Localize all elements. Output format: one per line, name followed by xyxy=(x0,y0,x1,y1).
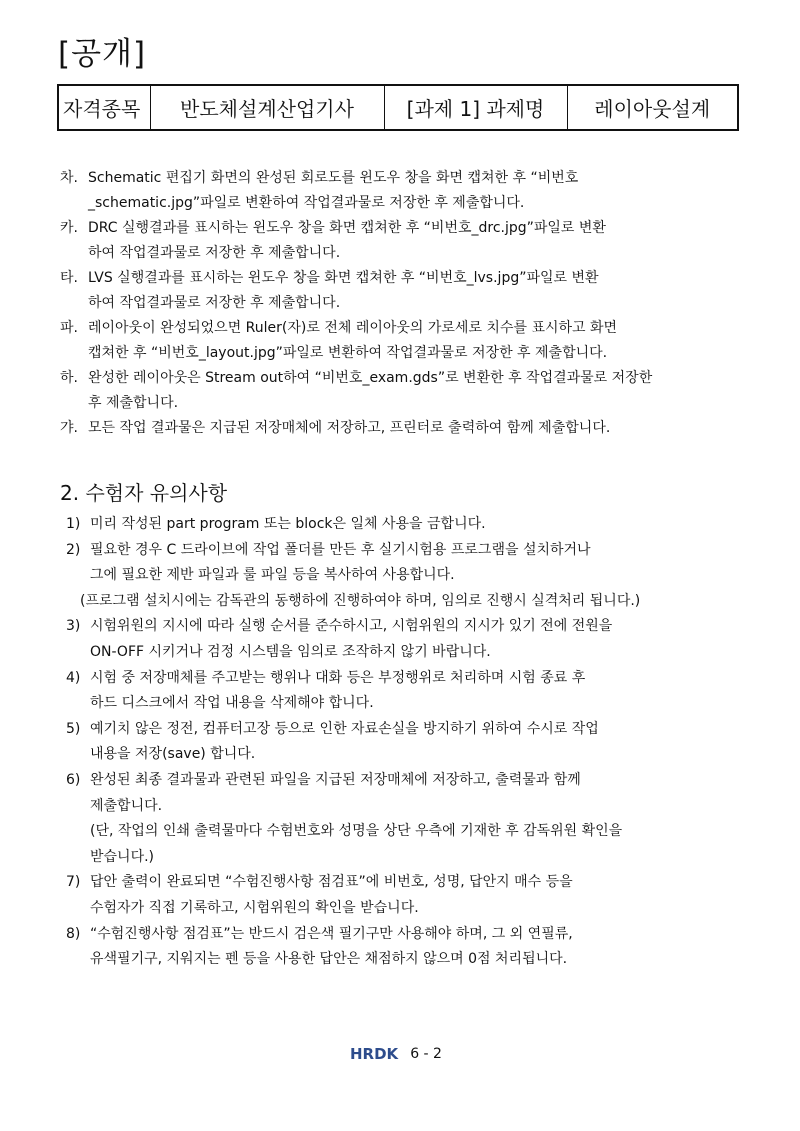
note-item xyxy=(66,614,756,665)
info-value-task: 레이아웃설계 xyxy=(567,85,738,130)
note-text: 하드 디스크에서 작업 내용을 삭제해야 합니다. xyxy=(90,695,374,712)
list-item xyxy=(60,166,750,216)
list-item xyxy=(60,266,750,316)
note-item xyxy=(66,666,756,717)
note-text: 내용을 저장(save) 합니다. xyxy=(90,746,256,763)
note-text: 받습니다.) xyxy=(90,848,155,865)
list-item-label: 갸. xyxy=(60,420,78,436)
list-item xyxy=(60,366,750,416)
note-item xyxy=(66,717,756,768)
note-item xyxy=(66,768,756,870)
note-text: (단, 작업의 인쇄 출력물마다 수험번호와 성명을 상단 우측에 기재한 후 감독위원 확인을 xyxy=(90,823,623,840)
info-row xyxy=(58,85,738,130)
note-number: 8) xyxy=(66,925,81,942)
page-number: 6 - 2 xyxy=(410,1046,442,1062)
instruction-list xyxy=(60,166,750,441)
note-text: 예기치 않은 정전, 컴퓨터고장 등으로 인한 자료손실을 방지하기 위하여 수시로 작업 xyxy=(90,720,599,737)
note-text: “수험진행사항 점검표”는 반드시 검은색 필기구만 사용해야 하며, 그 외 연필류, xyxy=(90,925,573,942)
note-number: 5) xyxy=(66,720,81,737)
note-number: 6) xyxy=(66,771,81,788)
list-item-text: 캡쳐한 후 “비번호_layout.jpg”파일로 변환하여 작업결과물로 저장한 후 제출합니다. xyxy=(88,345,608,361)
note-text: 그에 필요한 제반 파일과 룰 파일 등을 복사하여 사용합니다. xyxy=(90,567,455,584)
list-item-text: Schematic 편집기 화면의 완성된 회로도를 윈도우 창을 화면 캡쳐한 후 “비번호 xyxy=(88,170,579,186)
note-number: 3) xyxy=(66,618,81,635)
list-item-text: 모든 작업 결과물은 지급된 저장매체에 저장하고, 프린터로 출력하여 함께 제출합니다. xyxy=(88,420,611,436)
list-item-text: 레이아웃이 완성되었으면 Ruler(자)로 전체 레이아웃의 가로세로 치수를 표시하고 화면 xyxy=(88,320,618,336)
note-number: 4) xyxy=(66,669,81,686)
list-item-label: 타. xyxy=(60,270,78,286)
note-text: 수험자가 직접 기록하고, 시험위원의 확인을 받습니다. xyxy=(90,899,419,916)
note-number: 2) xyxy=(66,541,81,558)
list-item-text: LVS 실행결과를 표시하는 윈도우 창을 화면 캡쳐한 후 “비번호_lvs.jpg”파일로 변환 xyxy=(88,270,599,286)
info-table xyxy=(57,84,739,131)
list-item-text: _schematic.jpg”파일로 변환하여 작업결과물로 저장한 후 제출합니다. xyxy=(88,195,525,211)
list-item-label: 하. xyxy=(60,370,78,386)
note-text: 유색필기구, 지워지는 펜 등을 사용한 답안은 채점하지 않으며 0점 처리됩니다. xyxy=(90,951,568,968)
list-item xyxy=(60,316,750,366)
note-item xyxy=(66,922,756,973)
page-title: [공개] xyxy=(58,36,147,72)
note-text: 시험위원의 지시에 따라 실행 순서를 준수하시고, 시험위원의 지시가 있기 전에 전원을 xyxy=(90,618,613,635)
info-label-subject: 자격종목 xyxy=(58,85,150,130)
list-item-text: 하여 작업결과물로 저장한 후 제출합니다. xyxy=(88,295,341,311)
note-text: 답안 출력이 완료되면 “수험진행사항 점검표”에 비번호, 성명, 답안지 매수 등을 xyxy=(90,874,573,891)
note-text: (프로그램 설치시에는 감독관의 동행하에 진행하여야 하며, 임의로 진행시 실격처리 됩니다.) xyxy=(80,592,641,609)
note-text: 미리 작성된 part program 또는 block은 일체 사용을 금합니다. xyxy=(90,516,486,532)
note-item xyxy=(80,589,756,615)
list-item-text: DRC 실행결과를 표시하는 윈도우 창을 화면 캡쳐한 후 “비번호_drc.jpg”파일로 변환 xyxy=(88,220,606,236)
page-footer xyxy=(350,1045,442,1063)
note-number: 7) xyxy=(66,874,81,891)
list-item-label: 카. xyxy=(60,220,78,236)
list-item xyxy=(60,416,750,441)
list-item xyxy=(60,216,750,266)
list-item-label: 차. xyxy=(60,170,78,186)
list-item-label: 파. xyxy=(60,320,78,336)
note-text: 제출합니다. xyxy=(90,797,163,814)
info-value-subject: 반도체설계산업기사 xyxy=(150,85,384,130)
note-item xyxy=(66,538,756,589)
list-item-text: 하여 작업결과물로 저장한 후 제출합니다. xyxy=(88,245,341,261)
list-item-text: 완성한 레이아웃은 Stream out하여 “비번호_exam.gds”로 변환한 후 작업결과물로 저장한 xyxy=(88,370,653,386)
note-item xyxy=(66,870,756,921)
note-text: 시험 중 저장매체를 주고받는 행위나 대화 등은 부정행위로 처리하며 시험 종료 후 xyxy=(90,669,586,686)
hrdk-logo: HRDK xyxy=(350,1045,399,1063)
section-title: 2. 수험자 유의사항 xyxy=(60,481,228,505)
note-text: 필요한 경우 C 드라이브에 작업 폴더를 만든 후 실기시험용 프로그램을 설치하거나 xyxy=(90,541,591,558)
note-item xyxy=(66,512,756,538)
info-label-task: [과제 1] 과제명 xyxy=(384,85,567,130)
notes-list xyxy=(66,512,756,973)
list-item-text: 후 제출합니다. xyxy=(88,395,179,411)
note-number: 1) xyxy=(66,516,81,532)
note-text: ON-OFF 시키거나 검정 시스템을 임의로 조작하지 않기 바랍니다. xyxy=(90,643,491,660)
note-text: 완성된 최종 결과물과 관련된 파일을 지급된 저장매체에 저장하고, 출력물과 함께 xyxy=(90,771,581,788)
